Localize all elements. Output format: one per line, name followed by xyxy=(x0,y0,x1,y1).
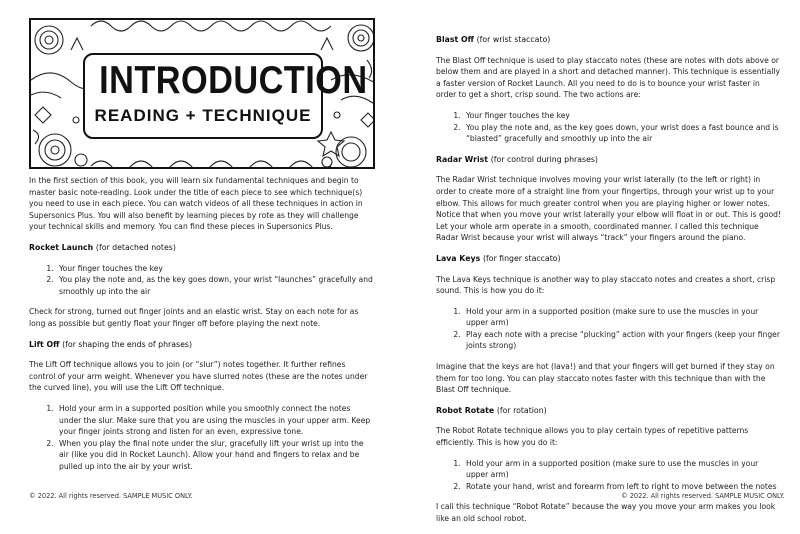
rocket-launch-steps xyxy=(29,263,374,298)
heading-note: (for finger staccato) xyxy=(482,253,561,263)
lava-keys-after: Imagine that the keys are hot (lava!) and that your fingers will get burned if they stay on them for too long. You can play staccato notes faster with this technique than with the Blast Off technique. xyxy=(436,362,775,395)
list-item: 2. Play each note with a precise “plucking” action with your fingers (keep your finger joints strong) xyxy=(463,329,781,352)
heading-note: (for wrist staccato) xyxy=(476,35,551,44)
left-page xyxy=(0,0,400,518)
heading-title: Robot Rotate xyxy=(436,405,495,415)
heading-note: (for detached notes) xyxy=(95,242,176,252)
robot-rotate-after: I call this technique “Robot Rotate” because the way you move your arm makes you look like an old school robot. xyxy=(436,502,776,523)
list-item: 2. When you play the final note under the slur, gracefully lift your wrist up into the air (like you did in Rocket Launch). Allow your hand and fingers to relax and be pulled up into the air by your wrist. xyxy=(56,438,374,473)
lift-off-heading xyxy=(29,339,374,351)
heading-note: (for rotation) xyxy=(496,405,547,415)
radar-wrist-body: The Radar Wrist technique involves moving your wrist laterally (to the left or right) in order to create more of a straight line from your fingertips, through your wrist up to your elbow. This allows for much greater control when you are playing higher or lower notes. Notice that when you move your wrist laterally your elbow will float in or out. This is good! Let your whole arm operate in a smooth, coordinated manner. I called this technique Radar Wrist because your wrist will always “track” your fingers around the piano. xyxy=(436,175,781,243)
left-column xyxy=(29,175,374,481)
list-item: 2. You play the note and, as the key goes down, your wrist does a fast bounce and is “blasted” gracefully and smoothly up into the air xyxy=(463,122,781,145)
list-item: 1. Your finger touches the key xyxy=(463,110,781,122)
page-title: INTRODUCTION xyxy=(99,59,368,102)
title-box xyxy=(83,53,368,139)
rocket-launch-heading xyxy=(29,242,374,254)
blast-off-intro: The Blast Off technique is used to play staccato notes (these are notes with dots above or below them and are played in a short and detached manner). This technique is essentially a faster version of Rocket Launch. All you need to do is to bounce your wrist faster in order to get a short, crisp sound. The two actions are: xyxy=(436,55,781,100)
right-page xyxy=(400,0,800,523)
intro-paragraph: In the first section of this book, you will learn six fundamental techniques and begin to master basic note-reading. Look under the title of each piece to see which technique(s) you need to use in each piece. You can watch videos of all these techniques in action in Supersonics Plus. You will also benefit by learning pieces by rote as they will challenge your technical skills and memory. You can find these pieces in Supersonics Plus. xyxy=(29,176,363,232)
heading-title: Lava Keys xyxy=(436,253,481,263)
robot-rotate-intro: The Robot Rotate technique allows you to play certain types of repetitive patterns efficiently. This is how you do it: xyxy=(436,426,749,448)
lava-keys-intro: The Lava Keys technique is another way to play staccato notes and creates a short, crisp sound. This is how you do it: xyxy=(436,274,776,296)
heading-note: (for shaping the ends of phrases) xyxy=(62,339,192,349)
intro-banner xyxy=(29,18,375,169)
list-item: 1. Your finger touches the key xyxy=(56,263,374,275)
copyright-footer: © 2022. All rights reserved. SAMPLE MUSIC ONLY. xyxy=(621,492,785,500)
robot-rotate-heading xyxy=(436,405,781,417)
heading-title: Blast Off xyxy=(436,35,474,44)
blast-off-steps xyxy=(436,110,781,145)
copyright-footer: © 2022. All rights reserved. SAMPLE MUSIC ONLY. xyxy=(29,492,193,500)
lift-off-steps xyxy=(29,403,374,473)
heading-title: Rocket Launch xyxy=(29,242,94,252)
list-item: 2. Rotate your hand, wrist and forearm from left to right to move between the notes xyxy=(463,481,781,493)
radar-wrist-heading xyxy=(436,154,781,166)
lift-off-intro: The Lift Off technique allows you to join (or “slur”) notes together. It further refines control of your arm weight. Whenever you have slurred notes (these are the notes under the curved line), you will use the Lift Off technique. xyxy=(29,360,368,393)
list-item: 1. Hold your arm in a supported position (make sure to use the muscles in your upper arm) xyxy=(463,306,781,329)
lava-keys-heading xyxy=(436,253,781,265)
heading-title: Lift Off xyxy=(29,339,60,349)
page-subtitle: READING + TECHNIQUE xyxy=(94,106,312,125)
right-column xyxy=(436,34,781,534)
list-item: 1. Hold your arm in a supported position (make sure to use the muscles in your upper arm) xyxy=(463,458,781,481)
rocket-launch-after: Check for strong, turned out finger joints and an elastic wrist. Stay on each note for as long as possible but gently float your finger off before playing the next note. xyxy=(29,307,359,328)
robot-rotate-steps xyxy=(436,458,781,493)
list-item: 2. You play the note and, as the key goes down, your wrist “launches” gracefully and smoothly up into the air xyxy=(56,274,374,297)
heading-note: (for control during phrases) xyxy=(490,154,598,164)
list-item: 1. Hold your arm in a supported position while you smoothly connect the notes under the slur. Make sure that you are using the muscles in your upper arm. Keep your finger joints strong and listen for an even, expressive tone. xyxy=(56,403,374,438)
blast-off-heading xyxy=(436,34,781,46)
heading-title: Radar Wrist xyxy=(436,154,489,164)
lava-keys-steps xyxy=(436,306,781,352)
